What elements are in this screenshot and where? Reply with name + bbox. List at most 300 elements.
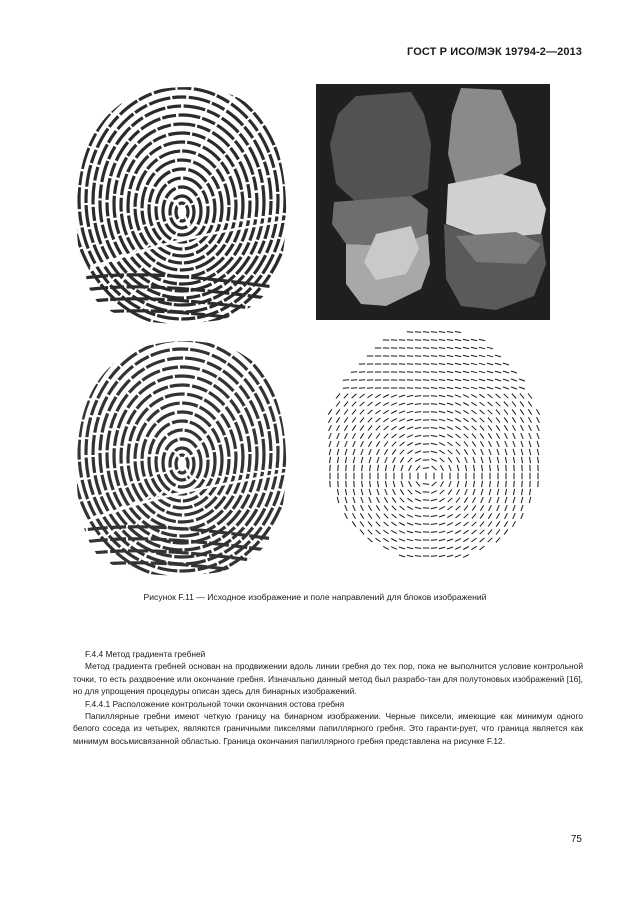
orientation-segment	[415, 364, 421, 365]
orientation-segment	[504, 425, 507, 430]
orientation-segment	[392, 434, 397, 438]
orientation-segment	[519, 379, 525, 381]
orientation-segment	[497, 497, 499, 503]
orientation-segment	[431, 435, 437, 436]
orientation-segment	[344, 394, 348, 399]
orientation-segment	[465, 481, 466, 487]
orientation-segment	[481, 497, 484, 503]
orientation-segment	[472, 441, 476, 446]
orientation-segment	[472, 530, 477, 534]
orientation-segment	[393, 457, 396, 463]
page-number: 75	[570, 834, 582, 845]
orientation-segment	[504, 394, 509, 398]
orientation-segment	[455, 331, 461, 332]
orientation-segment	[506, 465, 507, 471]
orientation-segment	[431, 515, 437, 516]
orientation-segment	[496, 394, 501, 398]
orientation-segment	[495, 371, 501, 373]
orientation-segment	[456, 506, 461, 510]
orientation-segment	[479, 379, 485, 381]
orientation-segment	[488, 402, 493, 406]
orientation-segment	[337, 489, 338, 495]
orientation-segment	[480, 402, 485, 406]
orientation-segment	[378, 481, 379, 487]
orientation-segment	[399, 403, 405, 405]
original-fingerprint-image	[70, 80, 295, 325]
orientation-segment	[505, 513, 508, 519]
orientation-segment	[431, 556, 437, 557]
orientation-segment	[330, 481, 331, 487]
orientation-segment	[423, 364, 429, 365]
orientation-segment	[423, 388, 429, 389]
orientation-segment	[391, 395, 397, 397]
orientation-segment	[431, 420, 437, 421]
orientation-segment	[384, 522, 389, 526]
orientation-segment	[472, 426, 477, 430]
orientation-segment	[520, 401, 524, 406]
orientation-segment	[376, 426, 380, 431]
orientation-segment	[496, 521, 500, 526]
orientation-segment	[471, 339, 477, 340]
orientation-segment	[439, 340, 445, 341]
orientation-segment	[455, 403, 461, 406]
orientation-segment	[488, 426, 492, 431]
orientation-segment	[415, 420, 421, 421]
orientation-segment	[439, 380, 445, 381]
orientation-segment	[482, 481, 483, 487]
orientation-segment	[487, 347, 493, 349]
orientation-segment	[449, 481, 451, 487]
orientation-segment	[504, 410, 508, 415]
orientation-segment	[399, 411, 405, 413]
orientation-segment	[345, 513, 348, 519]
orientation-segment	[479, 371, 485, 373]
orientation-segment	[400, 506, 405, 510]
orientation-segment	[330, 465, 331, 471]
orientation-segment	[471, 355, 477, 356]
orientation-segment	[354, 465, 355, 471]
orientation-segment	[337, 425, 340, 431]
orientation-segment	[537, 449, 538, 455]
orientation-segment	[521, 441, 523, 447]
orientation-segment	[336, 394, 340, 399]
orientation-segment	[407, 555, 413, 556]
orientation-segment	[415, 404, 421, 405]
orientation-segment	[345, 489, 346, 495]
orientation-segment	[521, 513, 523, 519]
orientation-segment	[439, 403, 445, 404]
orientation-segment	[463, 387, 469, 389]
orientation-segment	[391, 522, 396, 526]
orientation-segment	[409, 465, 412, 471]
orientation-segment	[479, 363, 485, 365]
orientation-segment	[415, 356, 421, 357]
orientation-segment	[497, 449, 499, 455]
orientation-segment	[447, 347, 453, 348]
orientation-segment	[431, 412, 437, 413]
orientation-segment	[463, 538, 468, 541]
orientation-segment	[505, 433, 508, 439]
orientation-segment	[337, 441, 339, 447]
orientation-segment	[440, 490, 445, 494]
orientation-segment	[407, 523, 413, 525]
orientation-segment	[353, 449, 355, 455]
orientation-segment	[505, 489, 506, 495]
orientation-segment	[392, 449, 396, 454]
orientation-segment	[439, 555, 445, 556]
orientation-segment	[362, 481, 363, 487]
orientation-segment	[393, 481, 395, 487]
orientation-segment	[423, 340, 429, 341]
orientation-segment	[439, 450, 444, 453]
orientation-segment	[512, 409, 516, 414]
orientation-segment	[489, 449, 491, 455]
orientation-segment	[463, 547, 469, 550]
orientation-segment	[480, 426, 484, 431]
orientation-segment	[385, 481, 386, 487]
orientation-segment	[455, 419, 461, 422]
orientation-segment	[465, 465, 466, 471]
orientation-segment	[391, 539, 397, 542]
orientation-segment	[480, 538, 485, 542]
orientation-segment	[481, 457, 483, 463]
orientation-segment	[336, 409, 340, 414]
orientation-segment	[529, 449, 530, 455]
orientation-segment	[447, 371, 453, 372]
orientation-segment	[336, 417, 339, 422]
orientation-segment	[415, 499, 421, 501]
orientation-segment	[415, 540, 421, 541]
orientation-segment	[455, 363, 461, 364]
orientation-segment	[353, 457, 354, 463]
orientation-segment	[439, 356, 445, 357]
orientation-segment	[488, 410, 493, 414]
orientation-segment	[384, 434, 388, 439]
orientation-segment	[471, 371, 477, 373]
orientation-segment	[480, 418, 485, 422]
orientation-segment	[520, 394, 524, 399]
orientation-segment	[487, 355, 493, 357]
orientation-segment	[415, 443, 421, 445]
orientation-segment	[496, 538, 500, 543]
orientation-segment	[399, 531, 405, 534]
orientation-segment	[511, 371, 517, 373]
orientation-segment	[415, 396, 421, 397]
orientation-segment	[514, 481, 515, 487]
orientation-segment	[519, 387, 525, 389]
orientation-segment	[384, 449, 387, 455]
orientation-segment	[498, 481, 499, 487]
orientation-segment	[457, 489, 460, 495]
orientation-segment	[368, 433, 372, 438]
orientation-segment	[383, 402, 389, 405]
orientation-segment	[407, 539, 413, 541]
orientation-segment	[439, 348, 445, 349]
orientation-segment	[480, 441, 483, 447]
orientation-segment	[415, 532, 421, 533]
orientation-segment	[376, 538, 381, 542]
orientation-segment	[473, 489, 475, 495]
orientation-segment	[471, 538, 476, 542]
orientation-segment	[345, 433, 348, 439]
orientation-segment	[503, 379, 509, 381]
orientation-segment	[415, 340, 421, 341]
orientation-segment	[513, 457, 514, 463]
orientation-segment	[415, 380, 421, 381]
orientation-segment	[487, 387, 493, 389]
orientation-segment	[407, 403, 413, 404]
orientation-segment	[383, 530, 388, 534]
orientation-segment	[416, 466, 420, 471]
orientation-segment	[415, 458, 421, 461]
orientation-segment	[431, 340, 437, 341]
orientation-segment	[360, 530, 364, 535]
orientation-segment	[423, 380, 429, 381]
orientation-segment	[472, 514, 476, 519]
orientation-segment	[344, 425, 347, 431]
orientation-segment	[447, 434, 453, 437]
orientation-segment	[328, 417, 331, 423]
orientation-segment	[529, 441, 531, 447]
orientation-segment	[368, 530, 372, 535]
orientation-segment	[480, 505, 483, 511]
orientation-segment	[385, 465, 386, 471]
orientation-segment	[361, 497, 363, 503]
orientation-segment	[455, 347, 461, 348]
orientation-segment	[383, 418, 388, 422]
orientation-segment	[408, 458, 412, 463]
orientation-segment	[447, 514, 453, 517]
orientation-segment	[490, 465, 491, 471]
orientation-segment	[368, 538, 373, 542]
orientation-segment	[505, 505, 507, 511]
orientation-segment	[513, 425, 516, 431]
orientation-segment	[392, 514, 397, 518]
orientation-segment	[521, 425, 524, 431]
subsection-heading: F.4.4.1 Расположение контрольной точки окончания остова гребня	[85, 698, 345, 709]
orientation-segment	[513, 521, 516, 527]
orientation-segment	[360, 521, 364, 526]
orientation-segment	[360, 433, 363, 438]
orientation-segment	[432, 466, 437, 470]
orientation-segment	[463, 530, 468, 534]
orientation-segment	[464, 497, 467, 502]
orientation-segment	[455, 539, 461, 542]
orientation-segment	[361, 449, 363, 455]
orientation-segment	[455, 355, 461, 356]
orientation-segment	[439, 531, 445, 533]
orientation-segment	[537, 441, 539, 447]
orientation-segment	[360, 394, 365, 398]
orientation-segment	[368, 402, 373, 406]
orientation-segment	[512, 402, 516, 407]
orientation-segment	[447, 332, 453, 333]
orientation-segment	[431, 548, 437, 549]
orientation-segment	[329, 433, 331, 439]
orientation-segment	[431, 380, 437, 381]
orientation-segment	[439, 395, 445, 396]
orientation-segment	[455, 371, 461, 372]
orientation-segment	[407, 507, 413, 510]
orientation-segment	[514, 465, 515, 471]
orientation-segment	[513, 497, 515, 503]
orientation-segment	[504, 521, 507, 526]
orientation-segment	[369, 457, 371, 463]
orientation-segment	[479, 394, 484, 398]
orientation-segment	[448, 489, 452, 494]
orientation-segment	[521, 433, 523, 439]
orientation-segment	[471, 410, 476, 414]
orientation-segment	[375, 402, 380, 406]
orientation-segment	[431, 404, 437, 405]
orientation-segment	[457, 457, 460, 463]
orientation-segment	[407, 443, 413, 446]
orientation-segment	[370, 465, 371, 471]
orientation-segment	[503, 371, 509, 373]
orientation-segment	[449, 465, 451, 471]
orientation-segment	[399, 539, 405, 541]
orientation-segment	[511, 379, 517, 381]
orientation-segment	[490, 481, 491, 487]
processed-fingerprint-image	[70, 336, 295, 576]
orientation-segment	[431, 491, 437, 494]
orientation-segment	[479, 355, 485, 357]
orientation-segment	[456, 514, 461, 518]
orientation-segment	[497, 505, 500, 511]
orientation-segment	[439, 435, 445, 437]
orientation-segment	[489, 489, 491, 495]
orientation-segment	[457, 481, 459, 487]
orientation-segment	[360, 425, 364, 430]
orientation-segment	[376, 505, 379, 510]
orientation-segment	[423, 484, 429, 485]
orientation-segment	[456, 498, 460, 503]
orientation-segment	[441, 465, 444, 471]
orientation-segment	[480, 530, 485, 534]
orientation-segment	[431, 459, 437, 462]
orientation-segment	[447, 419, 453, 421]
orientation-segment	[368, 522, 372, 527]
orientation-segment	[472, 522, 477, 526]
orientation-segment	[378, 465, 379, 471]
orientation-segment	[482, 465, 483, 471]
orientation-segment	[464, 522, 469, 526]
orientation-segment	[399, 523, 405, 526]
orientation-segment	[505, 441, 507, 447]
orientation-segment	[488, 530, 492, 535]
orientation-segment	[496, 410, 500, 415]
orientation-segment	[383, 395, 389, 398]
orientation-segment	[506, 481, 507, 487]
orientation-segment	[408, 490, 412, 495]
orientation-segment	[338, 465, 339, 471]
orientation-segment	[529, 417, 532, 423]
orientation-segment	[496, 425, 500, 430]
orientation-segment	[415, 332, 421, 333]
orientation-segment	[489, 457, 491, 463]
orientation-segment	[367, 394, 372, 398]
orientation-segment	[473, 457, 475, 463]
orientation-segment	[522, 465, 523, 471]
orientation-segment	[351, 388, 357, 389]
orientation-segment	[407, 547, 413, 548]
orientation-segment	[383, 538, 388, 541]
orientation-segment	[496, 513, 499, 519]
orientation-segment	[439, 523, 445, 525]
orientation-segment	[391, 547, 397, 550]
orientation-segment	[497, 441, 500, 447]
orientation-segment	[456, 434, 461, 438]
orientation-segment	[344, 410, 348, 415]
orientation-segment	[376, 522, 380, 527]
orientation-segment	[399, 419, 405, 422]
orientation-segment	[464, 442, 468, 447]
orientation-segment	[329, 425, 332, 431]
paragraph: Метод градиента гребней основан на продвижении вдоль линии гребня до тех пор, пока не выполнится условие контрольной точки, то есть раздвоение или окончание гребня. Изначально данный метод был разрабо-тан для полутоновых изображений [16], но для упрощения процедуры описан здесь для бинарных изображений.	[73, 661, 583, 697]
orientation-segment	[393, 489, 396, 495]
orientation-segment	[480, 546, 485, 550]
orientation-segment	[353, 433, 356, 439]
orientation-segment	[353, 497, 355, 503]
orientation-segment	[495, 379, 501, 381]
orientation-segment	[352, 425, 356, 430]
orientation-segment	[473, 449, 476, 455]
orientation-segment	[345, 441, 347, 447]
orientation-segment	[471, 546, 476, 549]
orientation-segment	[455, 339, 461, 340]
orientation-segment	[505, 457, 506, 463]
orientation-segment	[448, 457, 452, 462]
orientation-segment	[399, 395, 405, 397]
orientation-segment	[528, 409, 531, 414]
orientation-segment	[415, 412, 421, 413]
orientation-segment	[400, 457, 403, 462]
orientation-segment	[479, 347, 485, 349]
orientation-segment	[504, 402, 508, 407]
orientation-segment	[464, 506, 468, 511]
orientation-segment	[338, 481, 339, 487]
orientation-segment	[439, 547, 445, 548]
orientation-segment	[383, 546, 389, 549]
orientation-segment	[447, 427, 453, 430]
orientation-segment	[504, 417, 508, 422]
orientation-segment	[529, 425, 532, 431]
orientation-segment	[391, 426, 396, 430]
orientation-segment	[512, 394, 516, 399]
orientation-segment	[521, 497, 523, 503]
orientation-segment	[330, 457, 331, 463]
orientation-segment	[401, 465, 403, 471]
orientation-segment	[352, 394, 357, 398]
orientation-segment	[439, 539, 445, 540]
orientation-segment	[353, 505, 356, 511]
orientation-segment	[463, 418, 468, 422]
orientation-segment	[439, 507, 445, 510]
orientation-segment	[447, 379, 453, 380]
orientation-segment	[439, 388, 445, 389]
orientation-segment	[407, 435, 413, 438]
orientation-segment	[376, 434, 380, 439]
orientation-segment	[407, 515, 413, 518]
orientation-segment	[463, 555, 469, 558]
orientation-segment	[423, 356, 429, 357]
orientation-segment	[337, 449, 339, 455]
orientation-segment	[399, 434, 404, 437]
orientation-segment	[489, 505, 492, 511]
orientation-segment	[464, 434, 469, 438]
orientation-segment	[407, 419, 413, 421]
orientation-segment	[391, 411, 397, 414]
